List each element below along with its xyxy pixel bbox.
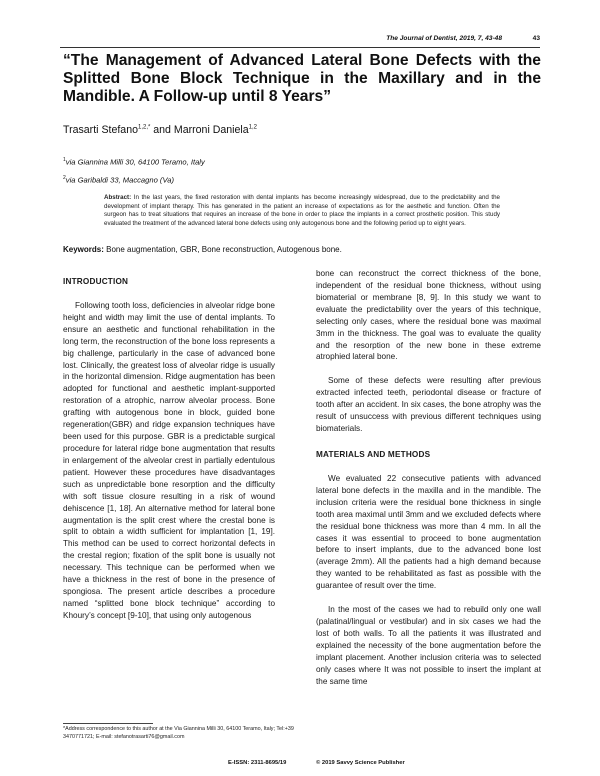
body-paragraph: Some of these defects were resulting after previous extracted infected teeth, periodontal disease or fracture of tooth after an accident. In six cases, the bone atrophy was the result of unsuccess with previous different techniques using biomaterials. xyxy=(316,376,541,434)
section-heading-materials-methods: MATERIALS AND METHODS xyxy=(316,449,431,459)
author-name: Trasarti Stefano xyxy=(63,124,138,136)
affiliation xyxy=(63,175,174,185)
author-conjunction: and xyxy=(150,124,174,136)
author-affiliation-mark: 1,2,* xyxy=(137,124,151,131)
paper-title: “The Management of Advanced Lateral Bone Defects with the Splitted Bone Block Technique in the Maxillary and in the Mandible. A Follow-up until 8 Years” xyxy=(63,52,541,105)
body-paragraph: In the most of the cases we had to rebuild only one wall (palatinal/lingual or vestibular) and in six cases we had the lost of both walls. To all the patients it was illustrated and explained the necessity of the bone augmentation before the implant placement. Another inclusion criteria was to selected only cases where It was not possible to insert the implant at the same time xyxy=(316,605,541,686)
journal-citation: The Journal of Dentist, 2019, 7, 43-48 xyxy=(386,35,502,42)
abstract xyxy=(104,194,500,228)
right-column xyxy=(316,268,541,688)
body-paragraph: We evaluated 22 consecutive patients with advanced lateral bone defects in the maxilla and in the mandible. The inclusion criteria were the residual bone thickness in single tooth area maximal until 3mm and we excluded defects where the residual bone thickness was more than 4 mm. In all the cases it was essential to proceed to bone augmentation before to insert implants, due to the advanced bone lost (average 2mm). All the patients had a high demand because they wanted to be rehabilitated as fast as possible with the guarantee of result over the time. xyxy=(316,473,541,591)
author-affiliation-mark: 1,2 xyxy=(248,124,258,131)
keywords xyxy=(63,245,342,254)
footnote-divider xyxy=(63,723,153,724)
affiliation-mark: 2 xyxy=(63,175,66,181)
header-divider xyxy=(60,47,540,48)
paragraph-gap xyxy=(316,592,541,604)
affiliation-text: via Garibaldi 33, Maccagno (Va) xyxy=(65,175,174,185)
affiliation-mark: 1 xyxy=(63,157,66,163)
author-list xyxy=(63,124,257,136)
author-name: Marroni Daniela xyxy=(173,124,249,136)
body-paragraph: bone can reconstruct the correct thickness of the bone, independent of the residual bone thickness, without using biomaterial or membrane [8, 9]. In this study we want to evaluate the predictability over the years of this technique, selecting only cases, where the residual bone was maximal 3mm in the thickness. The goal was to evaluate the quality and the resorption of the new bone in these extreme atrophied lateral bone. xyxy=(316,269,541,362)
abstract-label: Abstract: xyxy=(104,194,132,201)
affiliation xyxy=(63,157,205,167)
keywords-text: Bone augmentation, GBR, Bone reconstruction, Autogenous bone. xyxy=(103,245,342,254)
left-column xyxy=(63,276,275,622)
correspondence-footnote: *Address correspondence to this author at the Via Giannina Milli 30, 64100 Teramo, Italy; Tel:+39 3470771721; E-mail: stefanotrasarti76@gmail.com xyxy=(63,726,294,740)
paragraph-gap xyxy=(316,435,541,449)
paragraph-gap xyxy=(316,461,541,473)
body-paragraph: Following tooth loss, deficiencies in alveolar ridge bone height and width may limit the use of dental implants. To ensure an aesthetic and functional rehabilitation in the long term, the reconstruction of the bone loss represents a big challenge, particularly in the case of advanced bone lost. Clinically, the greatest loss of alveolar ridge is usually in the horizontal dimension. Ridge augmentation has been adopted for functional and aesthetic implant-supported restoration of a atrophic, narrow alveolar process. Bone grafting with autogenous bone in block, guided bone regeneration(GBR) and ridge expansion techniques have been used for this purpose. GBR is a predictable surgical procedure for lateral ridge bone augmentation that results in enlargement of the alveolar crest in partially edentulous patient. However these procedures have disadvantages such as unpredictable bone resorption and the difficulty with soft tissue closure resulting in a risk of wound dehiscence [1, 18]. An alternative method for lateral bone augmentation is the split crest where the crestal bone is split to obtain a width sufficient for implantation [1, 19]. This method can be used to correct horizontal defects in the crestal region; fixation of the split bone is usually not necessary. This technique can be performed when we have a thickness in the rest of bone in the presence of spongiosa. The present article describes a procedure named “splitted bone block technique” according to Khoury’s concept [9-10], that using only autogenous xyxy=(63,300,275,620)
section-heading-introduction: INTRODUCTION xyxy=(63,277,129,286)
affiliation-text: via Giannina Milli 30, 64100 Teramo, Italy xyxy=(65,157,205,167)
paragraph-gap xyxy=(316,363,541,375)
publisher: © 2019 Savvy Science Publisher xyxy=(316,760,405,766)
running-header xyxy=(60,32,540,46)
abstract-text: In the last years, the fixed restoration with dental implants has become increasingly widespread, due to the predictability and the development of implant therapy. This has generated in the patient an increase of expectations as for the aesthetic and function. Often the surgeon has to treat situations that requires an increase of the bone in order to place the implants in a correct prosthetic position. This study evaluated the treatment of the advanced lateral bone defects using only autogenous bone and the following period up to eight years. xyxy=(104,194,500,227)
issn: E-ISSN: 2311-8695/19 xyxy=(228,760,287,766)
keywords-label: Keywords: xyxy=(63,245,104,254)
paragraph-gap xyxy=(63,288,275,300)
page-number: 43 xyxy=(532,35,540,42)
